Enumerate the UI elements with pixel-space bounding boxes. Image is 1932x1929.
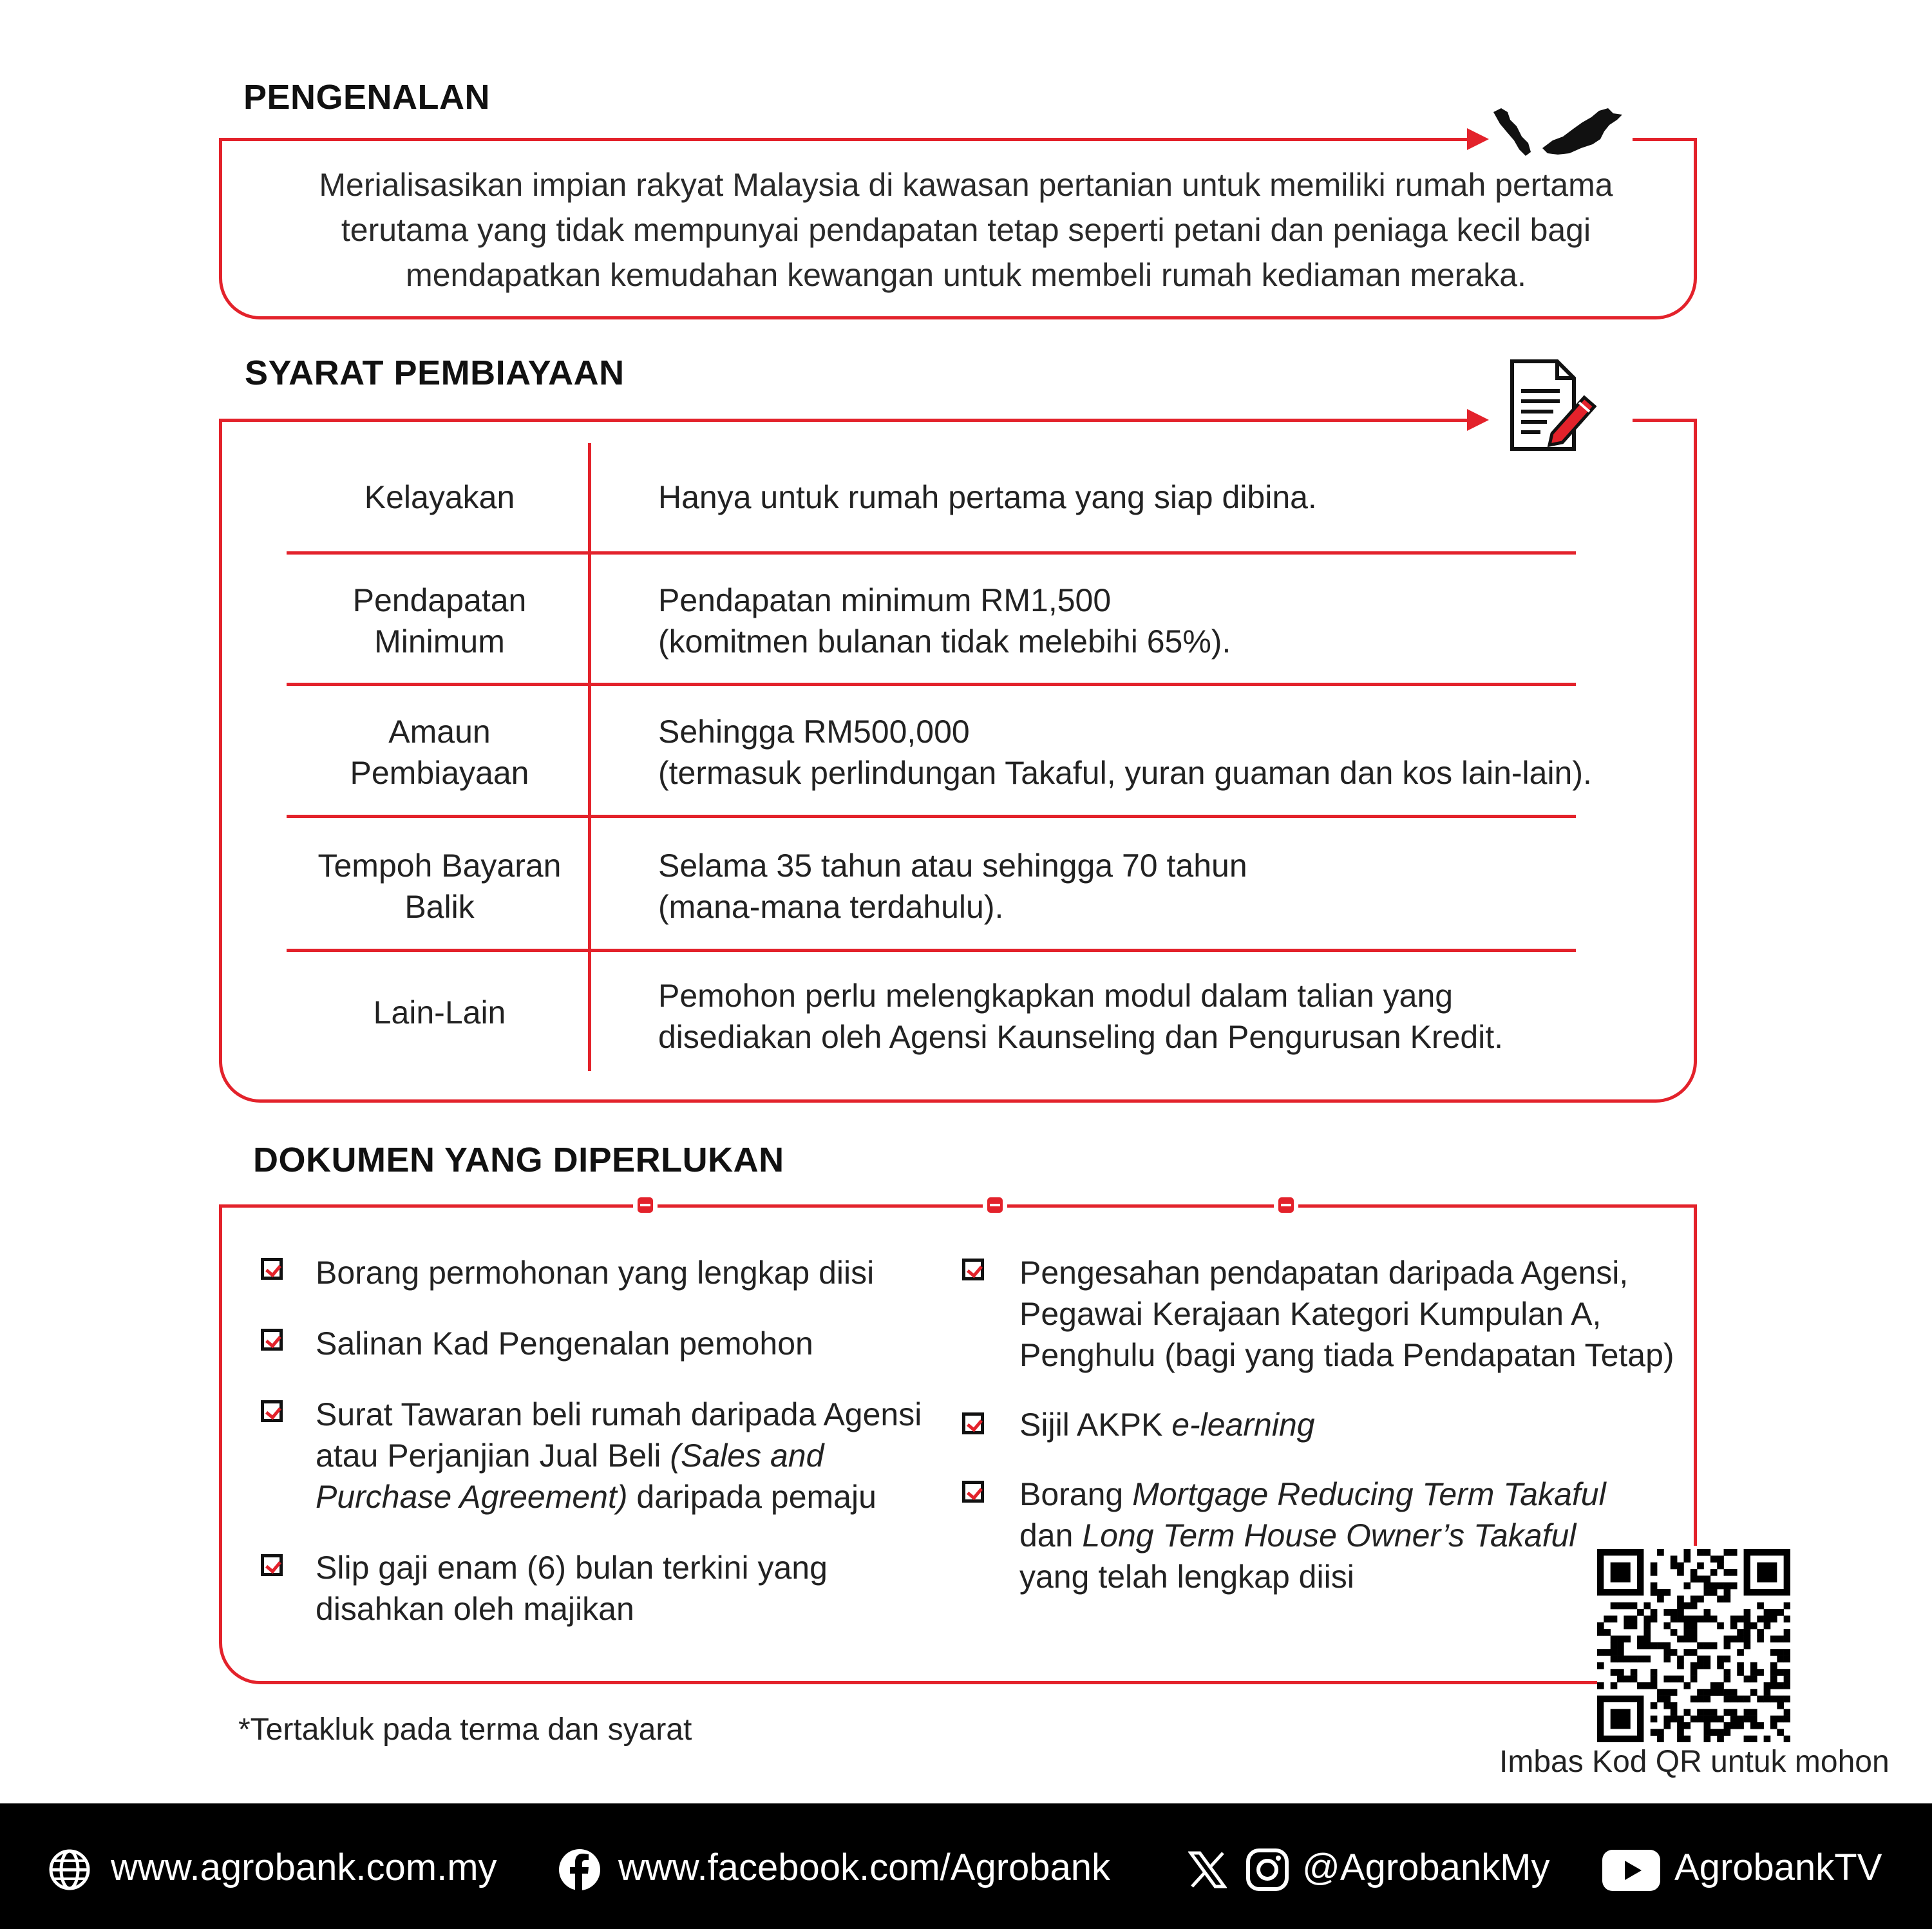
row-label-amaun: Amaun Pembiayaan	[350, 714, 529, 791]
rail-dot	[633, 1193, 658, 1217]
malaysia-map-icon	[1491, 103, 1626, 161]
doc-text-italic: Mortgage Reducing Term Takaful	[1132, 1476, 1606, 1512]
doc-text: yang telah lengkap diisi	[1019, 1559, 1354, 1595]
terms-note: *Tertakluk pada terma dan syarat	[238, 1713, 692, 1747]
checkbox-icon	[962, 1259, 984, 1280]
row-value-pendapatan: Pendapatan minimum RM1,500 (komitmen bulanan tidak melebihi 65%).	[658, 582, 1231, 660]
row-label-tempoh: Tempoh Bayaran Balik	[317, 848, 562, 925]
document-edit-icon	[1507, 357, 1604, 454]
checkbox-icon	[962, 1412, 984, 1434]
globe-icon	[48, 1848, 91, 1892]
section-title-intro: PENGENALAN	[243, 78, 491, 117]
doc-text: Surat Tawaran beli rumah daripada Agensi	[316, 1396, 922, 1432]
doc-item: Salinan Kad Pengenalan pemohon	[316, 1326, 813, 1362]
row-value-kelayakan: Hanya untuk rumah pertama yang siap dibina.	[658, 479, 1317, 515]
youtube-icon	[1602, 1850, 1660, 1891]
checkbox-icon	[261, 1258, 283, 1280]
checkbox-icon	[261, 1554, 283, 1576]
section-title-financing: SYARAT PEMBIAYAAN	[245, 354, 625, 392]
row-label-kelayakan: Kelayakan	[364, 479, 515, 515]
doc-text: Sijil AKPK	[1019, 1407, 1172, 1443]
table-rule	[287, 949, 1576, 952]
intro-body: Merialisasikan impian rakyat Malaysia di kawasan pertanian untuk memiliki rumah pertama terutama yang tidak mempunyai pendapatan tetap seperti petani dan peniaga kecil bagi mendapatkan kemudahan kewangan untuk membeli rumah kediaman meraka.	[319, 167, 1613, 293]
row-label-pendapatan: Pendapatan Minimum	[352, 582, 527, 660]
doc-text: dan	[1019, 1517, 1083, 1554]
doc-text: Borang	[1019, 1476, 1133, 1512]
table-rule	[287, 551, 1576, 555]
doc-item	[1019, 1474, 1651, 1597]
doc-item: Slip gaji enam (6) bulan terkini yang disahkan oleh majikan	[316, 1550, 828, 1627]
doc-item: Pengesahan pendapatan daripada Agensi, Pegawai Kerajaan Kategori Kumpulan A, Penghulu (bagi yang tiada Pendapatan Tetap)	[1019, 1255, 1674, 1373]
qr-caption: Imbas Kod QR untuk mohon	[1499, 1745, 1889, 1779]
footer-website-link[interactable]: www.agrobank.com.my	[111, 1847, 497, 1888]
checkbox-icon	[962, 1481, 984, 1503]
x-icon	[1188, 1850, 1227, 1889]
section-title-documents: DOKUMEN YANG DIPERLUKAN	[253, 1141, 784, 1179]
facebook-icon	[558, 1848, 601, 1892]
footer-facebook-link[interactable]: www.facebook.com/Agrobank	[618, 1847, 1111, 1888]
doc-item	[316, 1394, 953, 1517]
checkbox-icon	[261, 1329, 283, 1351]
row-value-tempoh: Selama 35 tahun atau sehingga 70 tahun (mana-mana terdahulu).	[658, 848, 1247, 925]
doc-text: atau Perjanjian Jual Beli	[316, 1438, 670, 1474]
doc-text-italic: Long Term House Owner’s Takaful	[1082, 1517, 1577, 1554]
table-rule	[287, 683, 1576, 686]
doc-item: Borang permohonan yang lengkap diisi	[316, 1255, 875, 1291]
doc-text-italic: (Sales and	[670, 1438, 824, 1474]
doc-item	[1019, 1404, 1315, 1445]
instagram-icon	[1246, 1848, 1289, 1891]
doc-text-italic: e-learning	[1171, 1407, 1315, 1443]
qr-code[interactable]	[1597, 1549, 1790, 1742]
rail-dot	[1274, 1193, 1298, 1217]
doc-text: daripada pemaju	[627, 1479, 876, 1515]
row-label-lain: Lain-Lain	[373, 994, 506, 1031]
doc-text-italic: Purchase Agreement)	[316, 1479, 628, 1515]
rail-dot	[983, 1193, 1007, 1217]
table-rule	[287, 815, 1576, 818]
row-value-amaun: Sehingga RM500,000 (termasuk perlindungan Takaful, yuran guaman dan kos lain-lain).	[658, 714, 1592, 791]
footer-social-handle[interactable]: @AgrobankMy	[1302, 1847, 1550, 1888]
row-value-lain: Pemohon perlu melengkapkan modul dalam talian yang disediakan oleh Agensi Kaunseling dan Pengurusan Kredit.	[658, 978, 1504, 1055]
documents-frame-right	[1694, 1204, 1697, 1546]
checkbox-icon	[261, 1400, 283, 1422]
footer-youtube-link[interactable]: AgrobankTV	[1674, 1847, 1882, 1888]
